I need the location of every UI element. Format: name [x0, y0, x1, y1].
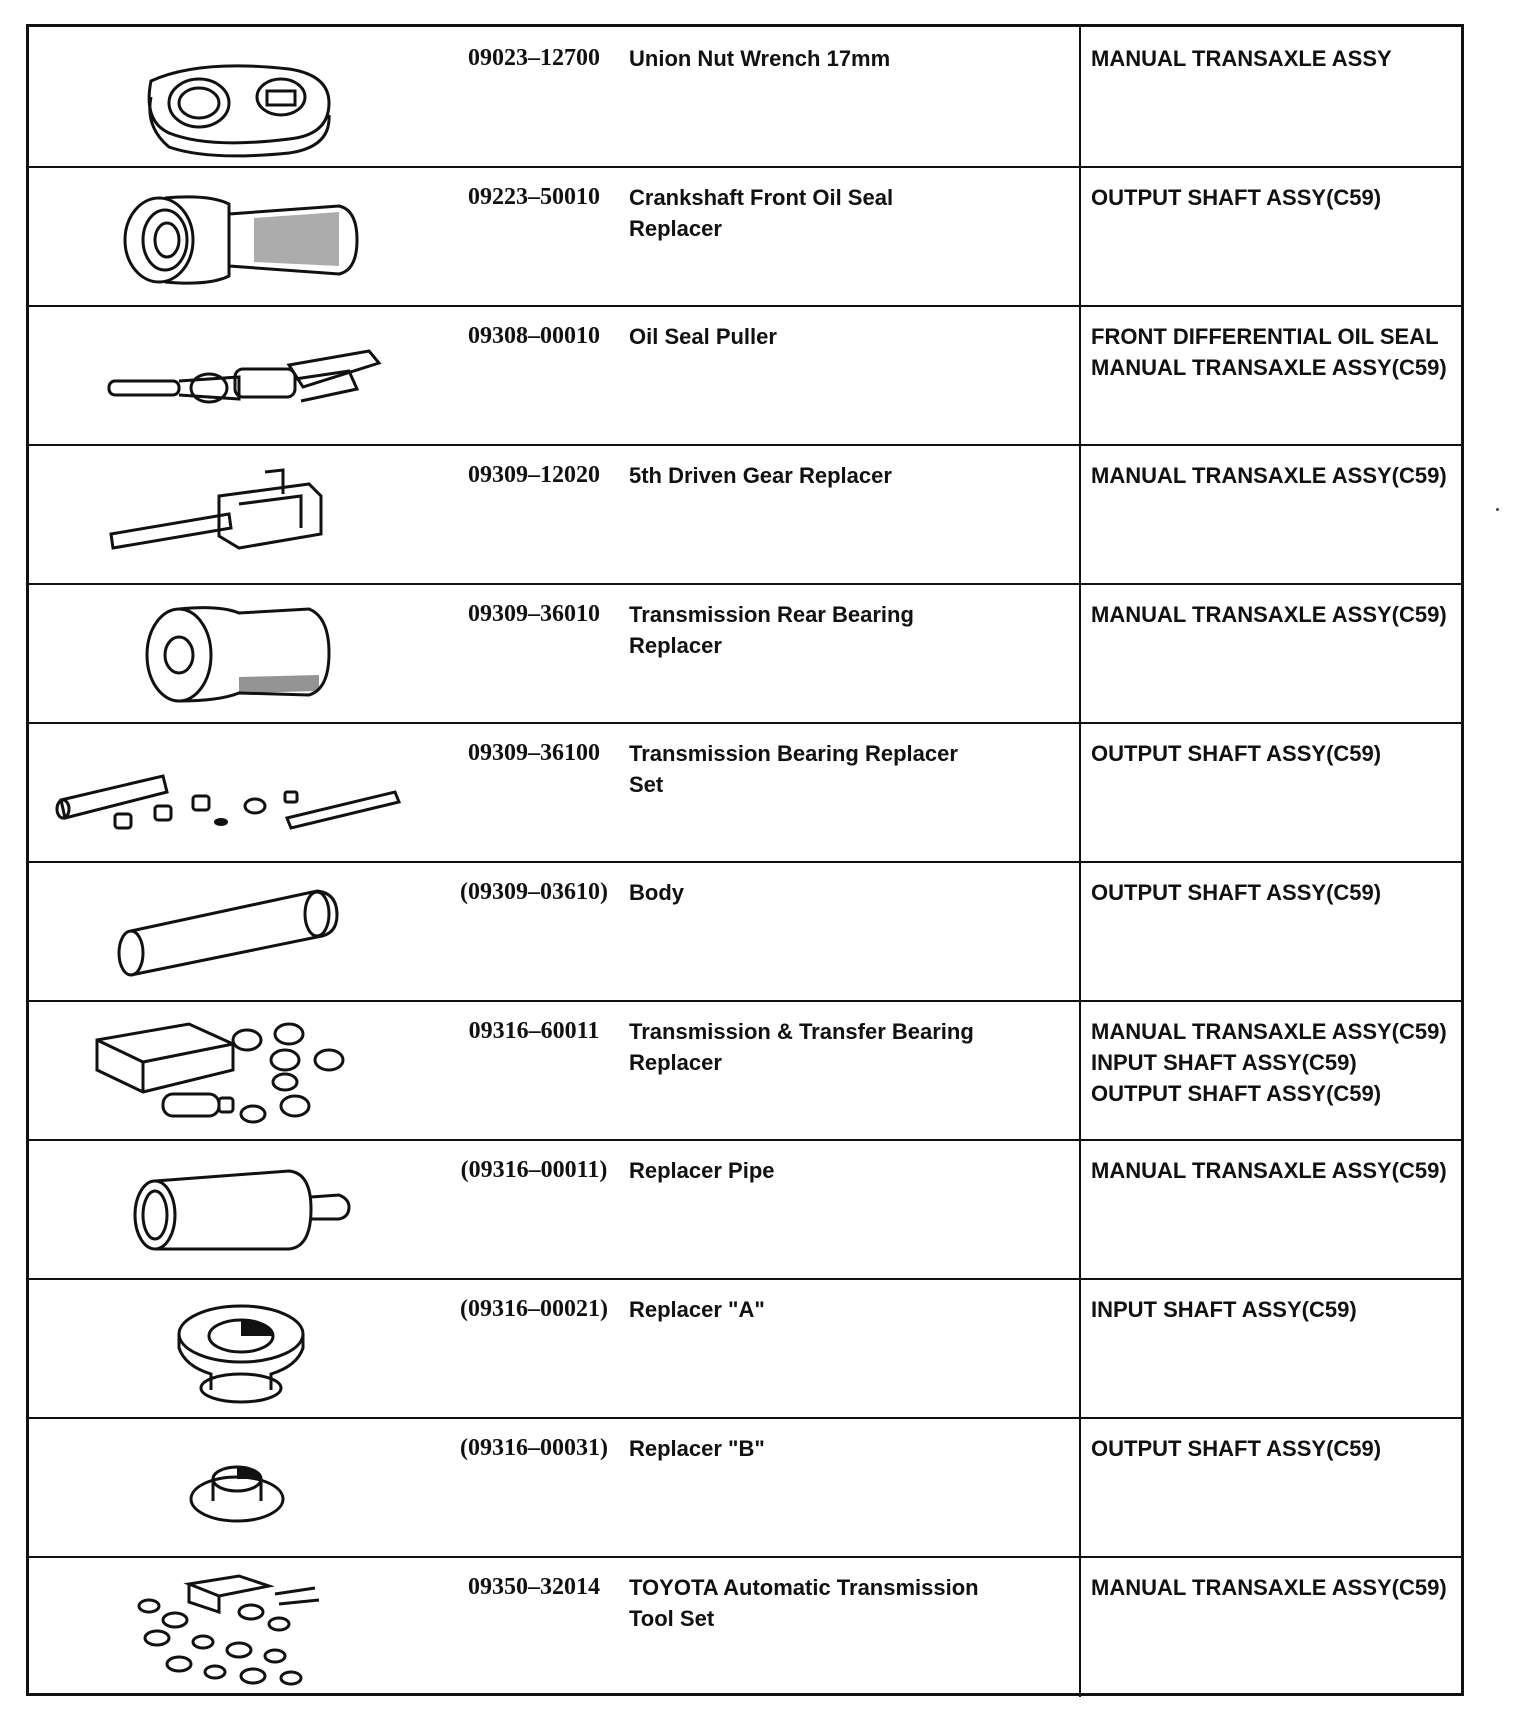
part-number: 09023–12700	[468, 45, 600, 71]
part-number: (09316–00021)	[460, 1296, 608, 1322]
tool-name: Transmission Rear Bearing Replacer	[629, 602, 914, 658]
part-number: 09316–60011	[468, 1018, 600, 1044]
tool-row	[29, 861, 1461, 1002]
special-tools-table	[26, 24, 1464, 1696]
application: OUTPUT SHAFT ASSY(C59)	[1091, 741, 1382, 766]
column-divider	[1079, 722, 1081, 861]
application: MANUAL TRANSAXLE ASSY(C59)	[1091, 1575, 1447, 1600]
tool-name: Transmission & Transfer Bearing Replacer	[629, 1019, 974, 1075]
column-divider	[1079, 166, 1081, 305]
application: INPUT SHAFT ASSY(C59)	[1091, 1297, 1357, 1322]
application: FRONT DIFFERENTIAL OIL SEAL MANUAL TRANSAXLE ASSY(C59)	[1091, 324, 1447, 380]
column-divider	[1079, 1000, 1081, 1139]
replacer-a-icon	[39, 1282, 439, 1414]
part-number: 09309–12020	[468, 462, 600, 488]
tool-name: Body	[629, 880, 684, 905]
column-divider	[1079, 1556, 1081, 1697]
tool-row	[29, 1556, 1461, 1697]
column-divider	[1079, 27, 1081, 166]
tool-row	[29, 1000, 1461, 1141]
application: OUTPUT SHAFT ASSY(C59)	[1091, 1436, 1382, 1461]
oil-seal-replacer-icon	[39, 170, 439, 302]
application: MANUAL TRANSAXLE ASSY	[1091, 46, 1392, 71]
tool-row	[29, 27, 1461, 168]
tool-name: Union Nut Wrench 17mm	[629, 46, 891, 71]
body-pipe-icon	[39, 865, 439, 997]
column-divider	[1079, 305, 1081, 444]
tool-row	[29, 305, 1461, 446]
tool-row	[29, 583, 1461, 724]
bearing-replacer-set-icon	[39, 726, 439, 858]
tool-row	[29, 166, 1461, 307]
tool-name: TOYOTA Automatic Transmission Tool Set	[629, 1575, 979, 1631]
oil-seal-puller-icon	[39, 309, 439, 441]
transfer-bearing-replacer-icon	[39, 1004, 439, 1136]
tool-name: Replacer Pipe	[629, 1158, 775, 1183]
tool-row	[29, 444, 1461, 585]
part-number: 09223–50010	[468, 184, 600, 210]
tool-set-icon	[39, 1560, 439, 1692]
application: MANUAL TRANSAXLE ASSY(C59) INPUT SHAFT ASSY(C59) OUTPUT SHAFT ASSY(C59)	[1091, 1019, 1447, 1106]
replacer-pipe-icon	[39, 1143, 439, 1275]
tool-row	[29, 1139, 1461, 1280]
part-number: 09309–36100	[468, 740, 600, 766]
union-nut-wrench-icon	[39, 31, 439, 163]
part-number: 09309–36010	[468, 601, 600, 627]
column-divider	[1079, 1278, 1081, 1417]
column-divider	[1079, 583, 1081, 722]
column-divider	[1079, 1139, 1081, 1278]
tool-row	[29, 1417, 1461, 1558]
column-divider	[1079, 861, 1081, 1000]
rear-bearing-replacer-icon	[39, 587, 439, 719]
tool-name: Oil Seal Puller	[629, 324, 777, 349]
part-number: (09309–03610)	[460, 879, 608, 905]
part-number: 09308–00010	[468, 323, 600, 349]
tool-row	[29, 722, 1461, 863]
tool-name: 5th Driven Gear Replacer	[629, 463, 892, 488]
part-number: (09316–00011)	[460, 1157, 608, 1183]
application: MANUAL TRANSAXLE ASSY(C59)	[1091, 602, 1447, 627]
tool-name: Transmission Bearing Replacer Set	[629, 741, 958, 797]
application: MANUAL TRANSAXLE ASSY(C59)	[1091, 1158, 1447, 1183]
tool-name: Replacer "A"	[629, 1297, 765, 1322]
part-number: (09316–00031)	[460, 1435, 608, 1461]
column-divider	[1079, 444, 1081, 583]
part-number: 09350–32014	[468, 1574, 600, 1600]
tool-name: Replacer "B"	[629, 1436, 765, 1461]
gear-replacer-icon	[39, 448, 439, 580]
application: MANUAL TRANSAXLE ASSY(C59)	[1091, 463, 1447, 488]
tool-row	[29, 1278, 1461, 1419]
column-divider	[1079, 1417, 1081, 1556]
application: OUTPUT SHAFT ASSY(C59)	[1091, 185, 1382, 210]
stray-mark	[1496, 508, 1499, 511]
replacer-b-icon	[39, 1421, 439, 1553]
tool-name: Crankshaft Front Oil Seal Replacer	[629, 185, 894, 241]
application: OUTPUT SHAFT ASSY(C59)	[1091, 880, 1382, 905]
